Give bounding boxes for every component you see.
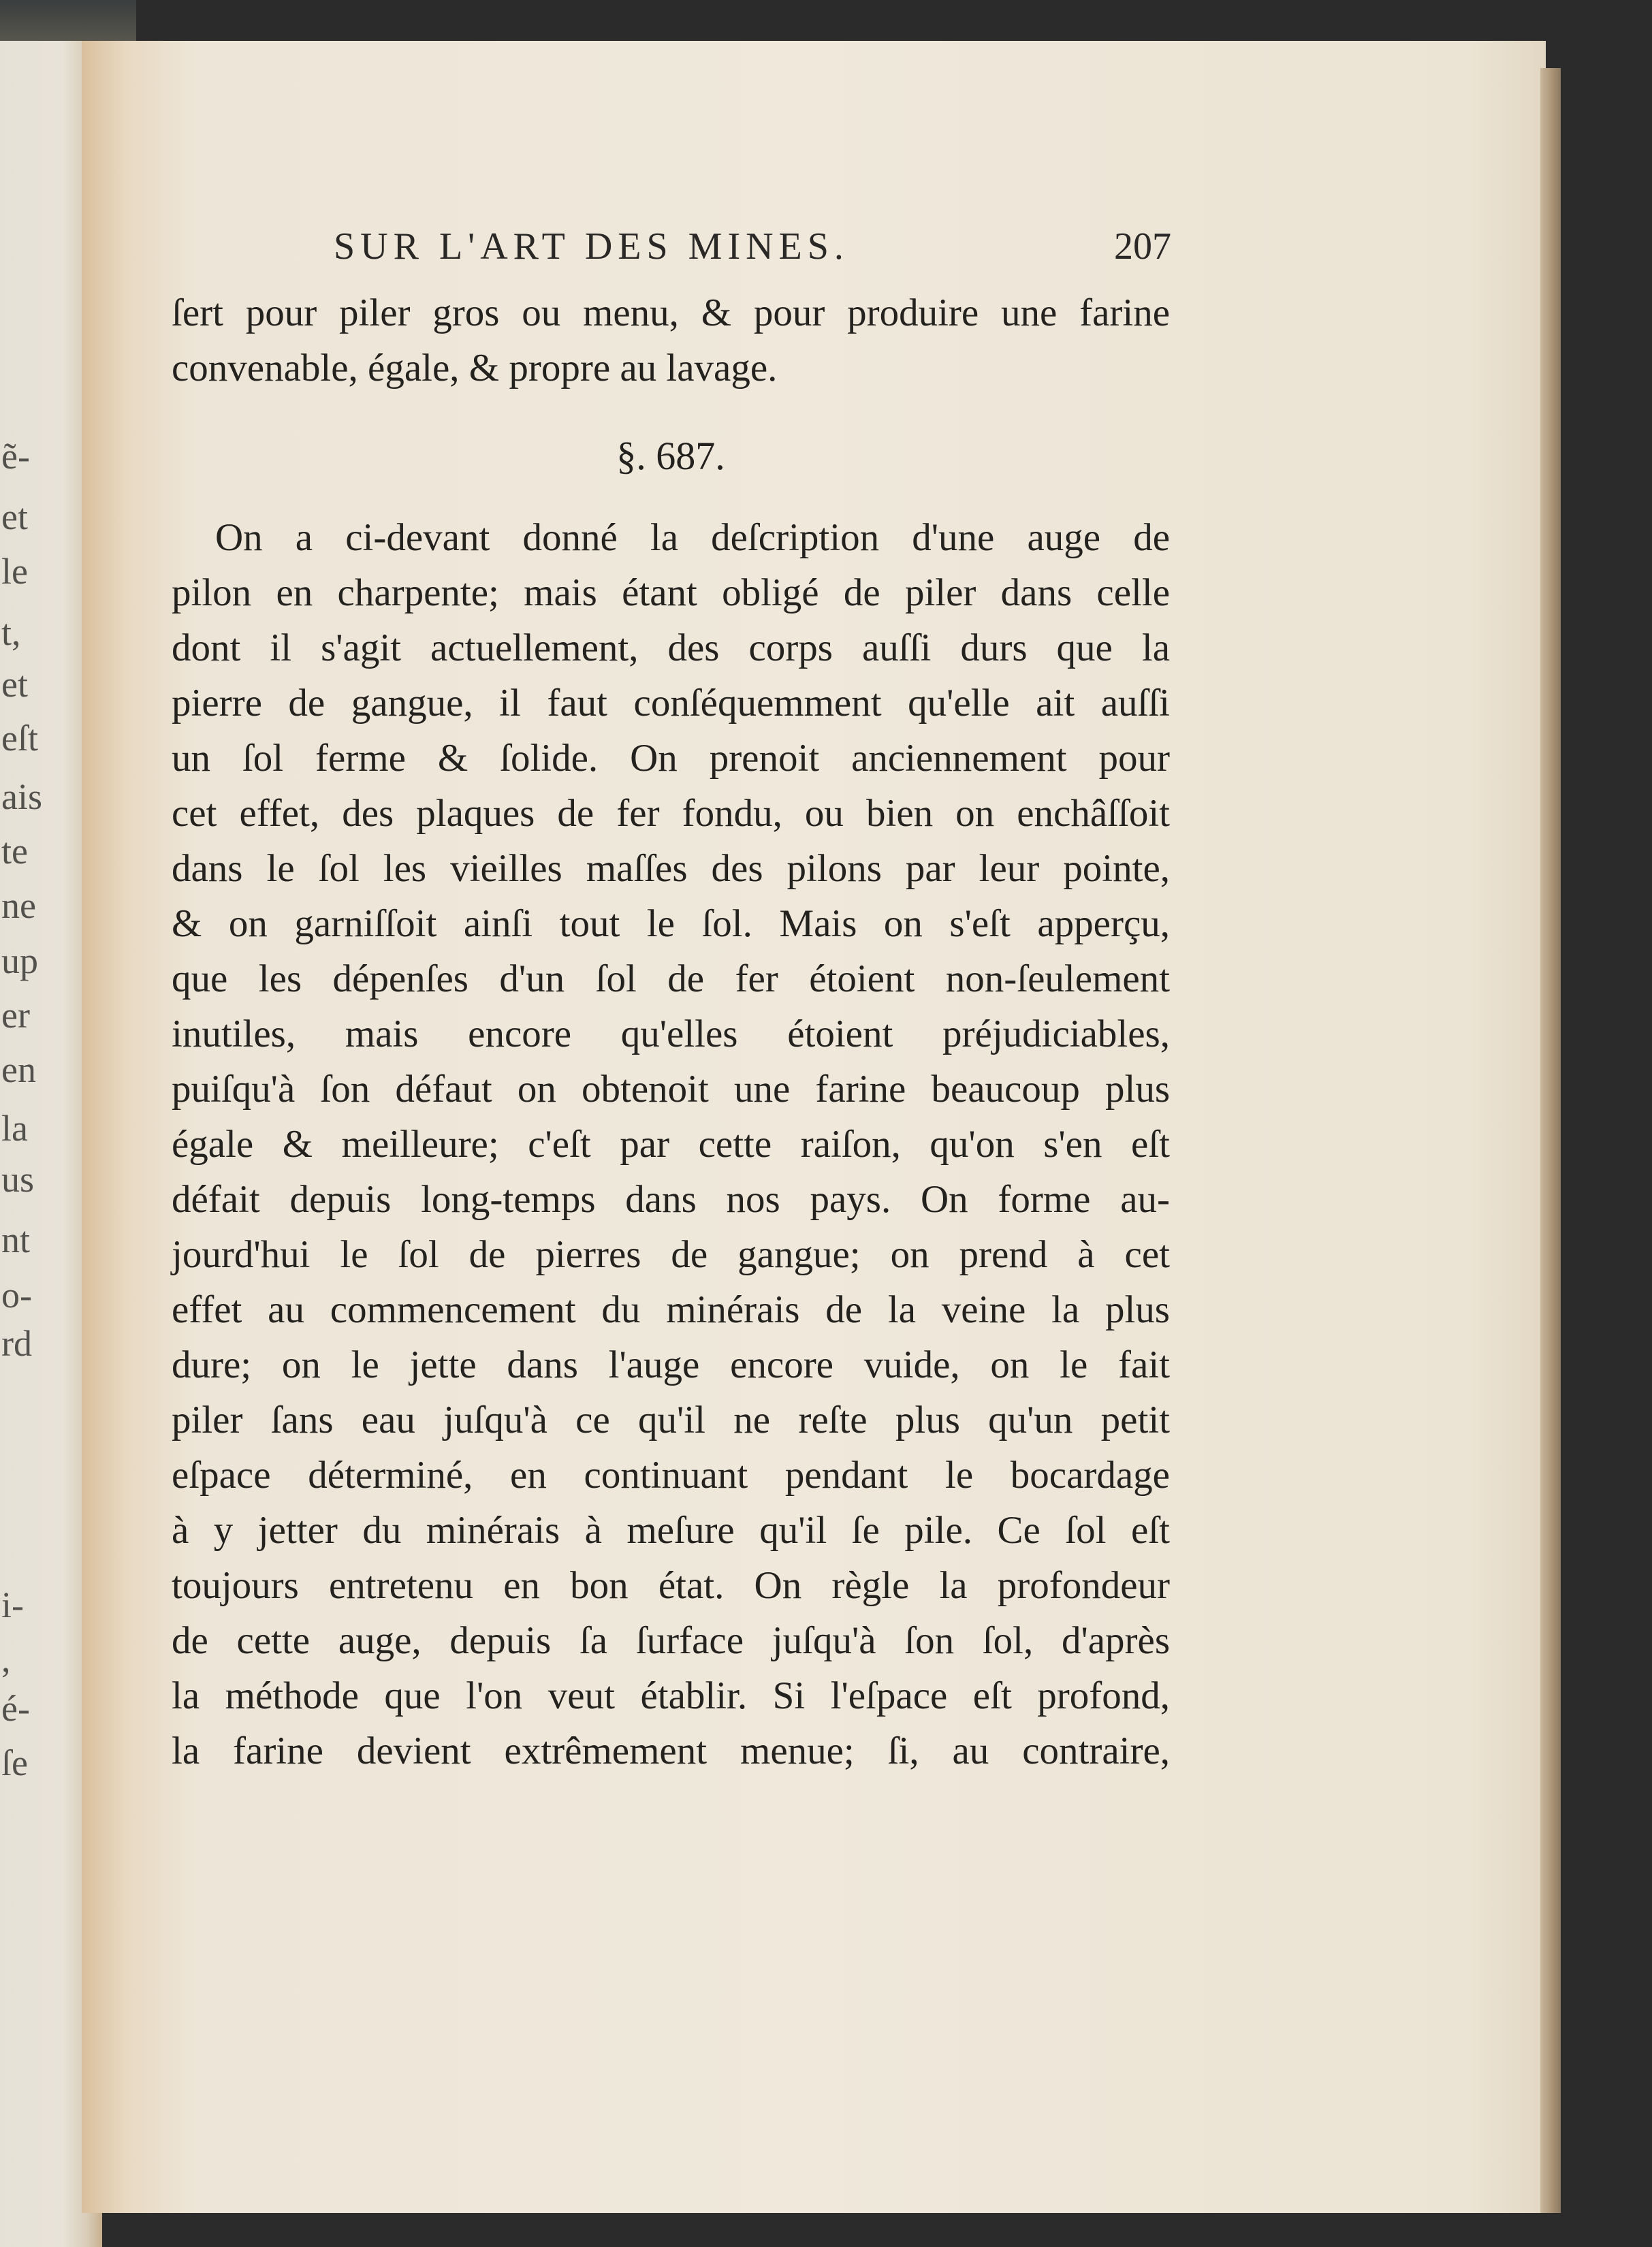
left-page-fragment: , (1, 1639, 11, 1680)
left-page-fragment: ẽ- (1, 436, 30, 477)
left-page-fragment: nt (1, 1220, 31, 1260)
left-page-fragment: rd (1, 1323, 32, 1364)
page-number: 207 (1114, 225, 1171, 268)
left-page-fragment: us (1, 1159, 35, 1200)
running-header (170, 225, 1171, 279)
left-page-fragment: le (1, 551, 28, 592)
left-page-fragment: ais (1, 776, 42, 817)
text-line: de cette auge, depuis ſa ſurface juſqu'à ſon ſol, d'après (172, 1619, 1170, 1662)
text-line: On a ci-devant donné la deſcription d'une auge de (215, 516, 1170, 559)
running-title: SUR L'ART DES MINES. (334, 225, 849, 268)
left-page-fragment: et (1, 664, 28, 705)
left-page-fragment: en (1, 1049, 36, 1090)
text-line: égale & meilleure; c'eſt par cette raiſon, qu'on s'en eſt (172, 1123, 1170, 1166)
text-line: dans le ſol les vieilles maſſes des pilons par leur pointe, (172, 847, 1170, 890)
left-page-fragment: ne (1, 885, 36, 926)
left-page-fragment: er (1, 995, 30, 1036)
left-page-fragment: et (1, 496, 28, 537)
text-line: puiſqu'à ſon défaut on obtenoit une farine beaucoup plus (172, 1068, 1170, 1111)
left-page-fragment: i- (1, 1584, 24, 1625)
text-line: dure; on le jette dans l'auge encore vuide, on le fait (172, 1343, 1170, 1386)
left-page-fragment: ſe (1, 1742, 28, 1783)
left-page-fragment: la (1, 1108, 28, 1149)
page-edge (1540, 68, 1561, 2213)
left-page-fragment: eſt (1, 718, 38, 759)
text-line: effet au commencement du minérais de la veine la plus (172, 1288, 1170, 1331)
text-line: à y jetter du minérais à meſure qu'il ſe pile. Ce ſol eſt (172, 1509, 1170, 1552)
left-page-fragment: up (1, 940, 38, 981)
text-line: convenable, égale, & propre au lavage. (172, 347, 778, 389)
text-line: un ſol ferme & ſolide. On prenoit anciennement pour (172, 737, 1170, 780)
text-line: piler ſans eau juſqu'à ce qu'il ne reſte plus qu'un petit (172, 1399, 1170, 1441)
text-line: jourd'hui le ſol de pierres de gangue; on prend à cet (172, 1233, 1170, 1276)
text-line: dont il s'agit actuellement, des corps auſſi durs que la (172, 626, 1170, 669)
text-line: ſert pour piler gros ou menu, & pour produire une farine (172, 291, 1170, 334)
left-page-fragment: é- (1, 1688, 30, 1729)
left-page-fragment: te (1, 831, 28, 872)
text-line: défait depuis long-temps dans nos pays. On forme au- (172, 1178, 1170, 1221)
text-line: toujours entretenu en bon état. On règle la profondeur (172, 1564, 1170, 1607)
text-line: la méthode que l'on veut établir. Si l'eſpace eſt profond, (172, 1674, 1170, 1717)
left-page-fragment: o- (1, 1275, 32, 1316)
text-line: cet effet, des plaques de fer fondu, ou bien on enchâſſoit (172, 792, 1170, 835)
section-number: §. 687. (616, 434, 725, 478)
text-line: & on garniſſoit ainſi tout le ſol. Mais on s'eſt apperçu, (172, 902, 1170, 945)
text-line: pierre de gangue, il faut conſéquemment qu'elle ait auſſi (172, 682, 1170, 724)
left-page-fragment: t, (1, 612, 21, 653)
text-line: inutiles, mais encore qu'elles étoient préjudiciables, (172, 1013, 1170, 1055)
text-line: la farine devient extrêmement menue; ſi, au contraire, (172, 1730, 1170, 1772)
text-line: que les dépenſes d'un ſol de fer étoient non-ſeulement (172, 957, 1170, 1000)
text-line: eſpace déterminé, en continuant pendant le bocardage (172, 1454, 1170, 1497)
text-line: pilon en charpente; mais étant obligé de piler dans celle (172, 571, 1170, 614)
